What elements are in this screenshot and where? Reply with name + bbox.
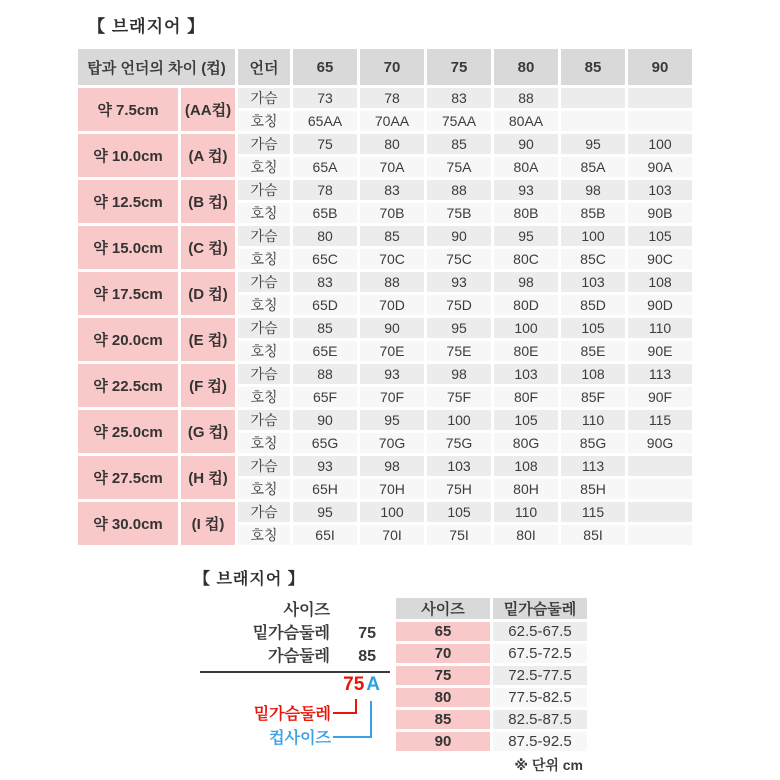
size-name-value xyxy=(628,111,692,131)
size-name-value: 70B xyxy=(360,203,424,223)
bust-row-label: 가슴 xyxy=(238,134,290,154)
size-name-value: 90E xyxy=(628,341,692,361)
size-name-value: 80E xyxy=(494,341,558,361)
size-name-row-label: 호칭 xyxy=(238,249,290,269)
size-name-row-label: 호칭 xyxy=(238,157,290,177)
size-name-value: 70G xyxy=(360,433,424,453)
bust-value: 100 xyxy=(427,410,491,430)
bust-value: 93 xyxy=(494,180,558,200)
size-name-value: 85G xyxy=(561,433,625,453)
size-name-value: 65D xyxy=(293,295,357,315)
cup-diff-cell: 약 22.5cm xyxy=(78,364,178,407)
bust-value: 98 xyxy=(494,272,558,292)
size-name-value: 80F xyxy=(494,387,558,407)
bust-row-label: 가슴 xyxy=(238,410,290,430)
bust-value: 78 xyxy=(360,88,424,108)
bust-value: 100 xyxy=(628,134,692,154)
bust-value: 78 xyxy=(293,180,357,200)
size-name-value: 70I xyxy=(360,525,424,545)
cup-diff-cell: 약 7.5cm xyxy=(78,88,178,131)
bust-value: 75 xyxy=(293,134,357,154)
bust-value: 100 xyxy=(494,318,558,338)
band-size-header: 70 xyxy=(360,49,424,85)
size-name-row-label: 호칭 xyxy=(238,111,290,131)
size-name-value: 75B xyxy=(427,203,491,223)
size-name-value: 80C xyxy=(494,249,558,269)
band-size-cell: 85 xyxy=(396,710,490,729)
cup-diff-cell: 약 12.5cm xyxy=(78,180,178,223)
band-size-header: 85 xyxy=(561,49,625,85)
band-range-cell: 87.5-92.5 xyxy=(493,732,587,751)
size-name-value: 90B xyxy=(628,203,692,223)
size-name-value: 75I xyxy=(427,525,491,545)
size-name-value: 90G xyxy=(628,433,692,453)
bust-value: 103 xyxy=(427,456,491,476)
bust-value: 95 xyxy=(561,134,625,154)
diagram-row xyxy=(200,622,390,645)
bust-value: 105 xyxy=(494,410,558,430)
size-name-row-label: 호칭 xyxy=(238,387,290,407)
size-name-value: 90F xyxy=(628,387,692,407)
cup-diff-cell: 약 30.0cm xyxy=(78,502,178,545)
cup-name-cell: (F 컵) xyxy=(181,364,235,407)
size-name-value: 65E xyxy=(293,341,357,361)
diagram-row-label: 밑가슴둘레 xyxy=(252,625,330,642)
band-range-cell: 77.5-82.5 xyxy=(493,688,587,707)
size-name-value: 70E xyxy=(360,341,424,361)
table-row xyxy=(396,666,587,685)
size-name-value xyxy=(561,111,625,131)
cup-name-cell: (H 컵) xyxy=(181,456,235,499)
bust-value xyxy=(628,502,692,522)
band-size-cell: 70 xyxy=(396,644,490,663)
bust-value: 98 xyxy=(561,180,625,200)
size-name-value: 70C xyxy=(360,249,424,269)
bust-value: 83 xyxy=(293,272,357,292)
size-name-value: 65C xyxy=(293,249,357,269)
under-header: 언더 xyxy=(238,49,290,85)
bust-row-label: 가슴 xyxy=(238,226,290,246)
bust-value: 93 xyxy=(360,364,424,384)
annotation-connector-lines xyxy=(325,665,395,745)
table-row xyxy=(396,710,587,729)
bust-row-label: 가슴 xyxy=(238,318,290,338)
bust-value: 98 xyxy=(360,456,424,476)
diagram-row-value xyxy=(330,599,390,622)
bust-value: 113 xyxy=(628,364,692,384)
size-name-value: 90A xyxy=(628,157,692,177)
size-name-row-label: 호칭 xyxy=(238,479,290,499)
size-name-value: 85B xyxy=(561,203,625,223)
band-table-header: 사이즈 xyxy=(396,598,490,619)
bust-row-label: 가슴 xyxy=(238,180,290,200)
bra-size-table xyxy=(75,46,695,548)
table-row xyxy=(78,134,692,154)
size-name-row-label: 호칭 xyxy=(238,433,290,453)
cup-annotation-label: 컵사이즈 xyxy=(269,730,331,747)
bust-value: 88 xyxy=(427,180,491,200)
bottom-section-title: 【 브래지어 】 xyxy=(194,571,305,588)
bust-row-label: 가슴 xyxy=(238,88,290,108)
bust-row-label: 가슴 xyxy=(238,272,290,292)
cup-name-cell: (B 컵) xyxy=(181,180,235,223)
size-name-value: 80D xyxy=(494,295,558,315)
size-name-value: 80B xyxy=(494,203,558,223)
size-name-row-label: 호칭 xyxy=(238,525,290,545)
bust-value: 95 xyxy=(494,226,558,246)
size-name-value: 85E xyxy=(561,341,625,361)
table-row xyxy=(78,502,692,522)
bust-value: 90 xyxy=(427,226,491,246)
table-header-row xyxy=(78,49,692,85)
corner-header: 탑과 언더의 차이 (컵) xyxy=(78,49,235,85)
size-name-value: 70F xyxy=(360,387,424,407)
bust-value: 115 xyxy=(561,502,625,522)
cup-name-cell: (C 컵) xyxy=(181,226,235,269)
table-row xyxy=(396,688,587,707)
size-name-value: 85F xyxy=(561,387,625,407)
band-size-cell: 65 xyxy=(396,622,490,641)
table-row xyxy=(78,318,692,338)
size-name-value: 65B xyxy=(293,203,357,223)
bust-value: 93 xyxy=(293,456,357,476)
size-name-value: 85A xyxy=(561,157,625,177)
band-size-cell: 75 xyxy=(396,666,490,685)
size-name-value: 65I xyxy=(293,525,357,545)
band-table-header-row xyxy=(396,598,587,619)
bust-value xyxy=(561,88,625,108)
bust-value: 105 xyxy=(561,318,625,338)
cup-diff-cell: 약 17.5cm xyxy=(78,272,178,315)
example-cup-letter: A xyxy=(366,674,380,695)
band-range-cell: 82.5-87.5 xyxy=(493,710,587,729)
cup-diff-cell: 약 25.0cm xyxy=(78,410,178,453)
diagram-row xyxy=(200,599,390,622)
band-size-header: 80 xyxy=(494,49,558,85)
bust-value: 90 xyxy=(360,318,424,338)
size-name-value: 85H xyxy=(561,479,625,499)
size-calculation-diagram xyxy=(200,599,390,668)
cup-name-cell: (AA컵) xyxy=(181,88,235,131)
size-name-value: 70A xyxy=(360,157,424,177)
bust-value: 85 xyxy=(427,134,491,154)
band-range-table xyxy=(393,595,590,754)
table-row xyxy=(78,272,692,292)
bust-value: 90 xyxy=(494,134,558,154)
size-name-value: 65F xyxy=(293,387,357,407)
table-row xyxy=(396,622,587,641)
cup-name-cell: (D 컵) xyxy=(181,272,235,315)
bust-value: 105 xyxy=(427,502,491,522)
example-band-number: 75 xyxy=(343,674,365,695)
band-annotation-label: 밑가슴둘레 xyxy=(253,706,331,723)
bust-value: 110 xyxy=(494,502,558,522)
size-name-value: 70D xyxy=(360,295,424,315)
bust-value: 73 xyxy=(293,88,357,108)
bust-row-label: 가슴 xyxy=(238,502,290,522)
band-range-cell: 72.5-77.5 xyxy=(493,666,587,685)
bust-value: 105 xyxy=(628,226,692,246)
cup-diff-cell: 약 15.0cm xyxy=(78,226,178,269)
size-name-value: 70H xyxy=(360,479,424,499)
bust-value: 88 xyxy=(293,364,357,384)
size-name-row-label: 호칭 xyxy=(238,203,290,223)
top-section-title: 【 브래지어 】 xyxy=(88,17,206,36)
diagram-row-value: 75 xyxy=(358,625,376,642)
size-name-value xyxy=(628,479,692,499)
bust-value: 108 xyxy=(628,272,692,292)
bust-value: 95 xyxy=(427,318,491,338)
table-row xyxy=(78,410,692,430)
cup-name-cell: (E 컵) xyxy=(181,318,235,361)
bust-value: 80 xyxy=(360,134,424,154)
size-name-value: 70AA xyxy=(360,111,424,131)
size-name-value: 75G xyxy=(427,433,491,453)
size-name-value: 65G xyxy=(293,433,357,453)
bust-value: 95 xyxy=(360,410,424,430)
bust-value: 85 xyxy=(360,226,424,246)
size-name-value: 65A xyxy=(293,157,357,177)
size-name-value: 80I xyxy=(494,525,558,545)
bust-value: 108 xyxy=(494,456,558,476)
bust-value: 98 xyxy=(427,364,491,384)
bust-value: 103 xyxy=(494,364,558,384)
size-name-value: 80H xyxy=(494,479,558,499)
cup-name-cell: (I 컵) xyxy=(181,502,235,545)
size-name-value: 90C xyxy=(628,249,692,269)
band-range-cell: 67.5-72.5 xyxy=(493,644,587,663)
band-size-cell: 80 xyxy=(396,688,490,707)
bust-value: 108 xyxy=(561,364,625,384)
bust-value: 90 xyxy=(293,410,357,430)
size-name-value xyxy=(628,525,692,545)
bust-value: 85 xyxy=(293,318,357,338)
band-table-header: 밑가슴둘레 xyxy=(493,598,587,619)
bust-value: 110 xyxy=(561,410,625,430)
size-name-value: 75A xyxy=(427,157,491,177)
bust-value xyxy=(628,456,692,476)
bust-value: 100 xyxy=(561,226,625,246)
bust-row-label: 가슴 xyxy=(238,456,290,476)
size-name-row-label: 호칭 xyxy=(238,295,290,315)
size-name-value: 90D xyxy=(628,295,692,315)
cup-diff-cell: 약 27.5cm xyxy=(78,456,178,499)
bust-value: 100 xyxy=(360,502,424,522)
band-range-cell: 62.5-67.5 xyxy=(493,622,587,641)
table-row xyxy=(396,644,587,663)
diagram-row-value: 85 xyxy=(358,648,376,665)
bust-value: 88 xyxy=(494,88,558,108)
size-name-value: 75H xyxy=(427,479,491,499)
table-row xyxy=(78,456,692,476)
cup-diff-cell: 약 10.0cm xyxy=(78,134,178,177)
size-name-value: 80G xyxy=(494,433,558,453)
size-name-value: 65H xyxy=(293,479,357,499)
band-size-header: 65 xyxy=(293,49,357,85)
bust-value: 113 xyxy=(561,456,625,476)
size-name-value: 85C xyxy=(561,249,625,269)
bust-value: 83 xyxy=(360,180,424,200)
cup-name-cell: (A 컵) xyxy=(181,134,235,177)
bust-row-label: 가슴 xyxy=(238,364,290,384)
cup-name-cell: (G 컵) xyxy=(181,410,235,453)
bust-value: 93 xyxy=(427,272,491,292)
table-row xyxy=(78,364,692,384)
diagram-row-label: 가슴둘레 xyxy=(268,648,330,665)
size-name-value: 75C xyxy=(427,249,491,269)
band-size-header: 75 xyxy=(427,49,491,85)
size-name-row-label: 호칭 xyxy=(238,341,290,361)
size-name-value: 75E xyxy=(427,341,491,361)
size-name-value: 80A xyxy=(494,157,558,177)
bust-value: 103 xyxy=(628,180,692,200)
cup-diff-cell: 약 20.0cm xyxy=(78,318,178,361)
bust-value: 115 xyxy=(628,410,692,430)
size-name-value: 80AA xyxy=(494,111,558,131)
band-size-cell: 90 xyxy=(396,732,490,751)
diagram-row-label: 사이즈 xyxy=(283,602,330,619)
bust-value: 88 xyxy=(360,272,424,292)
band-size-header: 90 xyxy=(628,49,692,85)
size-name-value: 65AA xyxy=(293,111,357,131)
unit-note: ※ 단위 cm xyxy=(514,757,583,773)
size-name-value: 75F xyxy=(427,387,491,407)
bust-value: 103 xyxy=(561,272,625,292)
size-name-value: 85I xyxy=(561,525,625,545)
table-row xyxy=(78,226,692,246)
table-row xyxy=(396,732,587,751)
size-name-value: 75D xyxy=(427,295,491,315)
bust-value: 83 xyxy=(427,88,491,108)
bust-value: 110 xyxy=(628,318,692,338)
bust-value: 95 xyxy=(293,502,357,522)
size-name-value: 85D xyxy=(561,295,625,315)
size-name-value: 75AA xyxy=(427,111,491,131)
bust-value xyxy=(628,88,692,108)
bust-value: 80 xyxy=(293,226,357,246)
table-row xyxy=(78,88,692,108)
table-row xyxy=(78,180,692,200)
